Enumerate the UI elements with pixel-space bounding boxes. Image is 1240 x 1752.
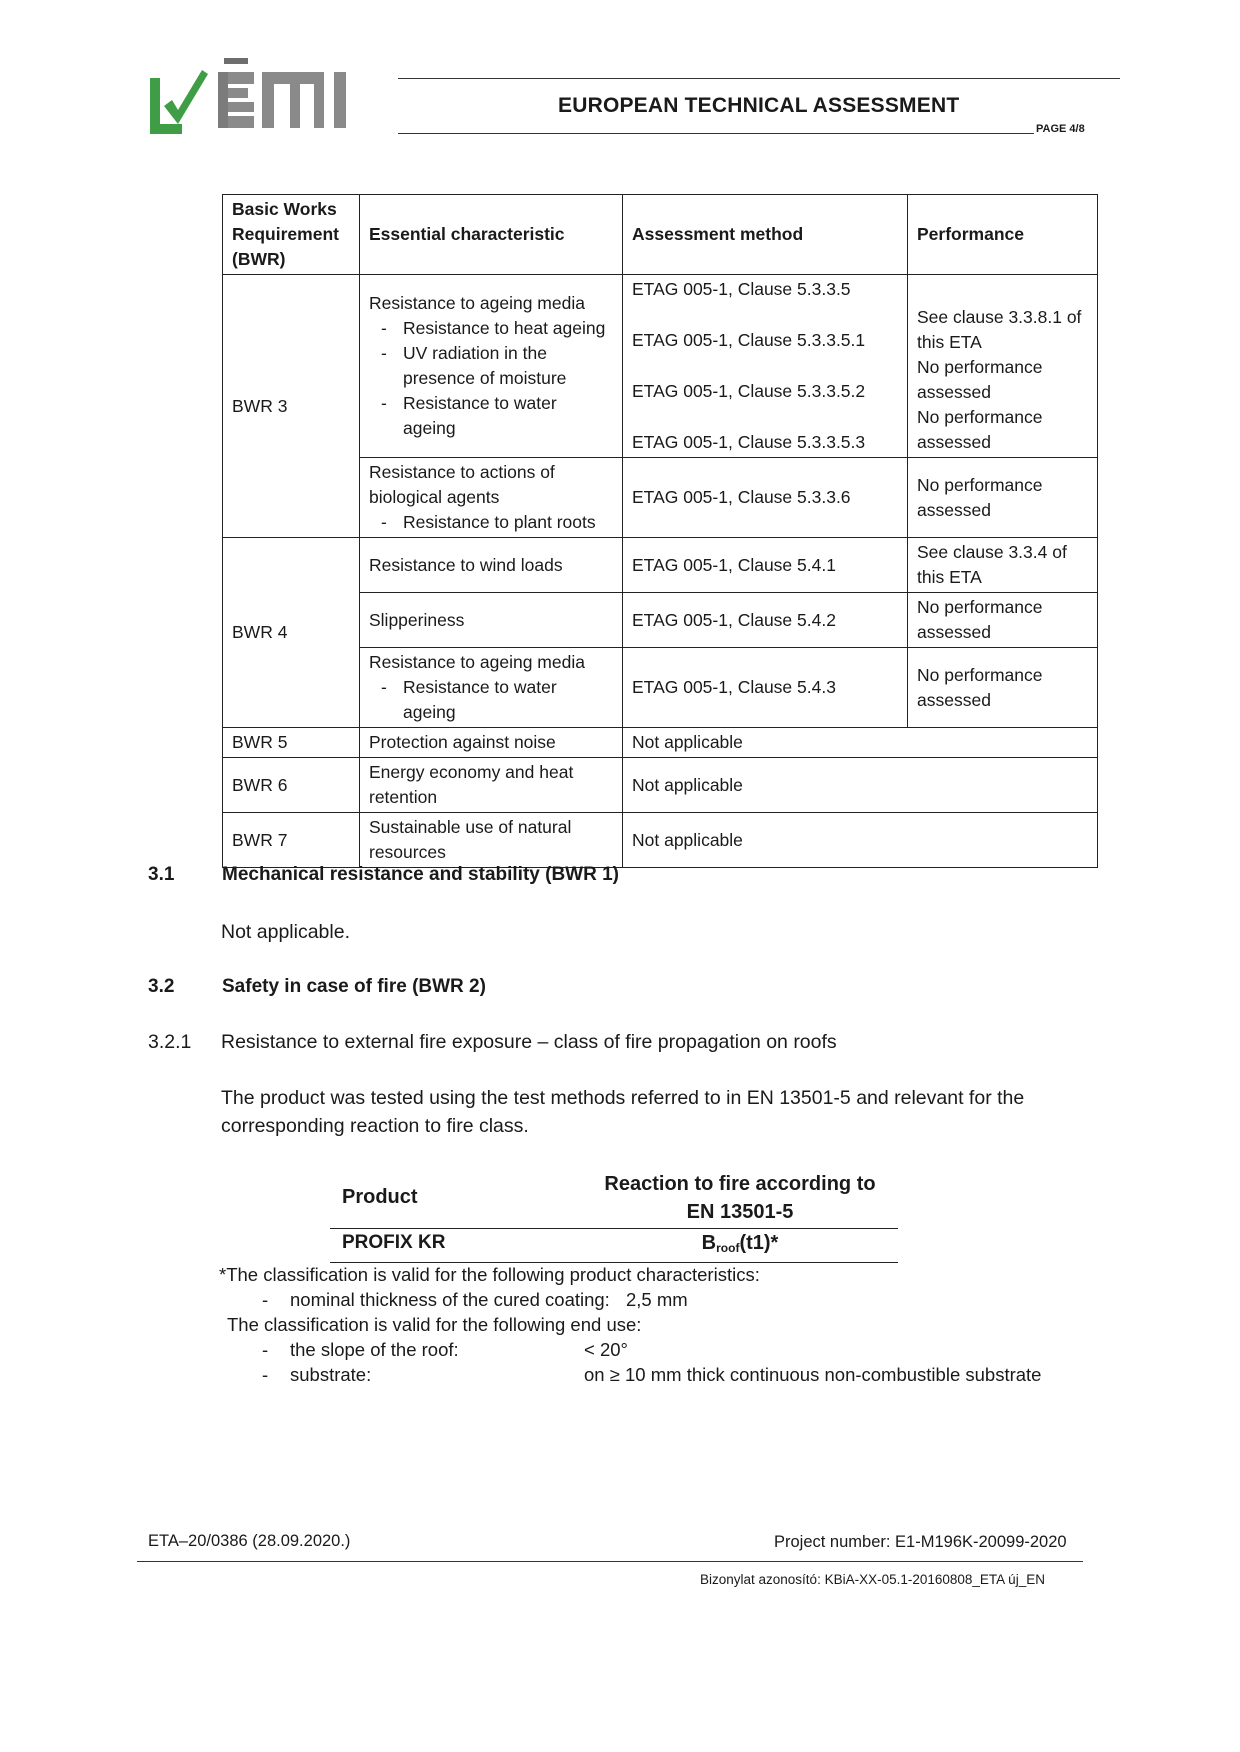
fire-col-reaction: Reaction to fire according to EN 13501-5 <box>604 1173 876 1223</box>
characteristic-cell <box>360 648 623 728</box>
method-text: ETAG 005-1, Clause 5.3.3.5 <box>632 279 851 299</box>
characteristic-cell: Resistance to wind loads <box>360 538 623 593</box>
section-3-2-title: Safety in case of fire (BWR 2) <box>222 976 486 997</box>
characteristic-sub-item: - Resistance to plant roots <box>369 510 613 535</box>
method-cell: ETAG 005-1, Clause 5.4.2 <box>623 593 908 648</box>
characteristic-cell: Energy economy and heat retention <box>360 758 623 813</box>
method-cell: ETAG 005-1, Clause 5.4.3 <box>623 648 908 728</box>
col-bwr-header: Basic Works Requirement (BWR) <box>223 195 360 275</box>
fire-product-name: PROFIX KR <box>342 1232 446 1253</box>
header-rule-bottom <box>398 133 1034 134</box>
table-row <box>223 728 1098 758</box>
performance-table <box>222 194 1098 868</box>
performance-cell: No performance assessed <box>908 648 1098 728</box>
performance-text: No performance assessed <box>917 357 1043 402</box>
fire-class-main: B <box>701 1232 717 1254</box>
table-header-row <box>223 195 1098 275</box>
characteristic-title: Resistance to ageing media <box>369 293 585 313</box>
note-end-use: The classification is valid for the following end use: <box>227 1314 642 1335</box>
document-title: EUROPEAN TECHNICAL ASSESSMENT <box>558 94 960 117</box>
section-3-2-1-body: The product was tested using the test methods referred to in EN 13501-5 and relevant for the corresponding reaction to fire class. <box>221 1087 1025 1137</box>
note-slope-label: the slope of the roof: <box>290 1339 459 1360</box>
performance-text: See clause 3.3.8.1 of this ETA <box>917 307 1082 352</box>
section-3-1-number: 3.1 <box>148 864 175 885</box>
method-cell: Not applicable <box>623 728 1098 758</box>
note-slope-value: < 20° <box>584 1339 628 1360</box>
method-cell: Not applicable <box>623 813 1098 868</box>
performance-text: No performance assessed <box>917 407 1043 452</box>
fire-col-product: Product <box>342 1186 418 1208</box>
bwr-cell: BWR 7 <box>223 813 360 868</box>
footer-rule <box>137 1561 1083 1562</box>
bwr-cell: BWR 6 <box>223 758 360 813</box>
footer-project-number: Project number: E1-M196K-20099-2020 <box>774 1533 1067 1551</box>
performance-cell: No performance assessed <box>908 593 1098 648</box>
section-3-2-1-title: Resistance to external fire exposure – class of fire propagation on roofs <box>221 1031 837 1053</box>
table-row <box>223 758 1098 813</box>
col-essential-header: Essential characteristic <box>360 195 623 275</box>
bwr-cell: BWR 3 <box>223 275 360 538</box>
method-text: ETAG 005-1, Clause 5.3.3.5.2 <box>632 381 866 401</box>
col-performance-header: Performance <box>908 195 1098 275</box>
characteristic-title: Resistance to ageing media <box>369 652 585 672</box>
section-3-2-number: 3.2 <box>148 976 175 997</box>
bullet-dash: - <box>262 1364 269 1385</box>
performance-cell: See clause 3.3.4 of this ETA <box>908 538 1098 593</box>
characteristic-sub-item: - Resistance to water ageing <box>369 391 613 441</box>
performance-cell: No performance assessed <box>908 458 1098 538</box>
bwr-cell: BWR 4 <box>223 538 360 728</box>
method-cell <box>623 275 908 458</box>
fire-class <box>600 1232 880 1255</box>
section-3-1-title: Mechanical resistance and stability (BWR 1) <box>222 864 620 885</box>
characteristic-sub-item: - UV radiation in the presence of moisture <box>369 341 613 391</box>
bullet-dash: - <box>262 1289 269 1310</box>
method-cell: Not applicable <box>623 758 1098 813</box>
method-text: ETAG 005-1, Clause 5.3.3.5.1 <box>632 330 866 350</box>
col-method-header: Assessment method <box>623 195 908 275</box>
table-row <box>223 538 1098 593</box>
page-number: PAGE 4/8 <box>1036 123 1085 135</box>
note-thickness-value: 2,5 mm <box>626 1289 688 1310</box>
method-text: ETAG 005-1, Clause 5.3.3.5.3 <box>632 432 866 452</box>
fire-table-rule <box>330 1228 898 1229</box>
method-cell: ETAG 005-1, Clause 5.3.3.6 <box>623 458 908 538</box>
section-3-2-1-number: 3.2.1 <box>148 1031 192 1053</box>
fire-table-row <box>330 1232 898 1260</box>
note-substrate-value: on ≥ 10 mm thick continuous non-combustible substrate <box>584 1364 1042 1385</box>
characteristic-cell <box>360 275 623 458</box>
characteristic-sub-item: - Resistance to heat ageing <box>369 316 613 341</box>
note-product-characteristics: *The classification is valid for the following product characteristics: <box>219 1264 760 1285</box>
characteristic-cell: Protection against noise <box>360 728 623 758</box>
footer-document-id: Bizonylat azonosító: KBiA-XX-05.1-20160808_ETA új_EN <box>700 1572 1045 1587</box>
method-cell: ETAG 005-1, Clause 5.4.1 <box>623 538 908 593</box>
header-rule-top <box>398 78 1120 79</box>
performance-cell <box>908 275 1098 458</box>
fire-class-suffix: (t1)* <box>739 1232 779 1254</box>
section-3-1-body: Not applicable. <box>221 921 350 943</box>
note-substrate-label: substrate: <box>290 1364 372 1385</box>
characteristic-sub-item: - Resistance to water ageing <box>369 675 613 725</box>
note-thickness-label: nominal thickness of the cured coating: <box>290 1289 610 1310</box>
table-row <box>223 813 1098 868</box>
bwr-cell: BWR 5 <box>223 728 360 758</box>
emi-logo <box>148 48 380 138</box>
fire-class-sub: roof <box>716 1241 740 1255</box>
fire-table-header <box>330 1170 898 1228</box>
table-row <box>223 275 1098 458</box>
footer-eta-number: ETA–20/0386 (28.09.2020.) <box>148 1532 351 1550</box>
characteristic-cell: Sustainable use of natural resources <box>360 813 623 868</box>
characteristic-title: Resistance to actions of biological agents <box>369 462 555 507</box>
characteristic-cell: Slipperiness <box>360 593 623 648</box>
bullet-dash: - <box>262 1339 269 1360</box>
characteristic-cell <box>360 458 623 538</box>
